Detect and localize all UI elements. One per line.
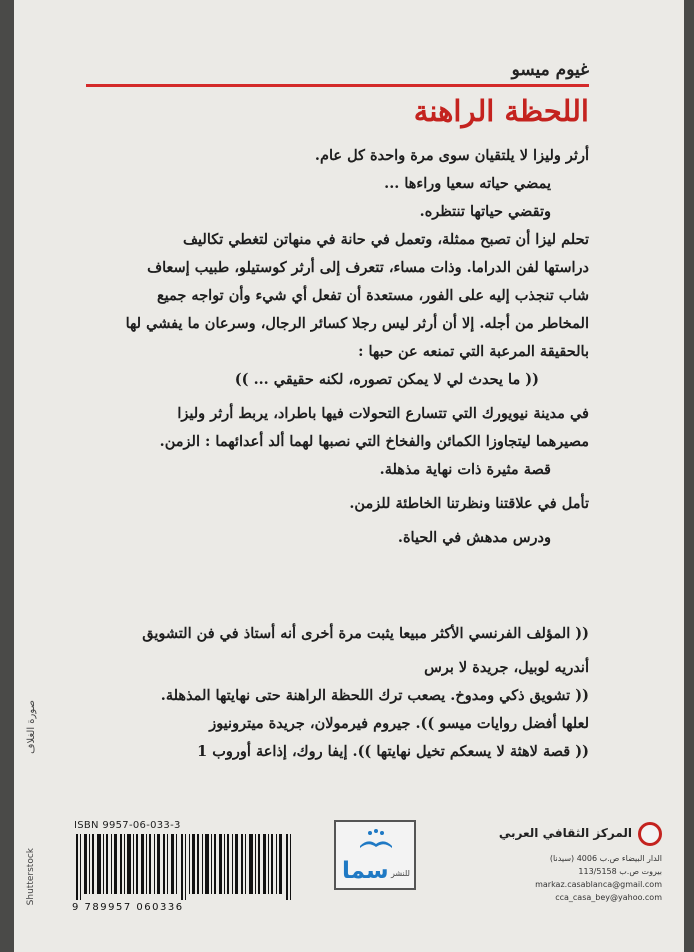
blurb-line: بالحقيقة المرعبة التي تمنعه عن حبها :	[358, 343, 589, 360]
cover-credit: صورة الغلاف	[26, 700, 37, 754]
blurb-line: مصيرهما ليتجاوزا الكمائن والفخاخ التي نصبها لهما ألد أعدائهما : الزمن.	[159, 433, 589, 450]
publisher-name: المركز الثقافي العربي	[498, 826, 632, 840]
blurb-line: دراستها لفن الدراما. وذات مساء، تتعرف إلى أرثر كوستيلو، طبيب إسعاف	[147, 259, 589, 276]
publisher-email: cca_casa_bey@yahoo.com	[555, 893, 662, 902]
blurb-line: المخاطر من أجله. إلا أن أرثر ليس رجلا كسائر الرجال، وسرعان ما يفشي لها	[125, 315, 589, 332]
blurb-line: وتقضي حياتها تنتظره.	[419, 203, 551, 220]
publisher-address-line: الدار البيضاء ص.ب 4006 (سيدنا)	[549, 854, 662, 863]
book-title: اللحظة الراهنة	[413, 94, 589, 128]
publisher-address-line: بيروت ص.ب 113/5158	[578, 867, 662, 876]
review-quote: لعلها أفضل روايات ميسو )). جيروم فيرمولان، جريدة ميترونيوز	[209, 715, 589, 732]
title-divider	[86, 84, 589, 87]
publisher-email: markaz.casablanca@gmail.com	[535, 880, 662, 889]
review-quote: (( المؤلف الفرنسي الأكثر مبيعا يثبت مرة أخرى أنه أستاذ في فن التشويق	[142, 625, 589, 642]
publisher-logo-icon	[638, 822, 662, 846]
open-book-icon	[358, 828, 394, 850]
reviews	[59, 620, 589, 766]
blurb-line: تحلم ليزا أن تصبح ممثلة، وتعمل في حانة في منهاتن لتغطي تكاليف	[183, 231, 589, 248]
review-source: أندريه لوبيل، جريدة لا برس	[424, 659, 589, 676]
blurb	[59, 142, 589, 552]
blurb-line: يمضي حياته سعيا وراءها ...	[384, 175, 551, 192]
blurb-line: أرثر وليزا لا يلتقيان سوى مرة واحدة كل عام.	[314, 147, 589, 164]
review-quote: (( قصة لاهثة لا يسعكم تخيل نهايتها )). إيفا روك، إذاعة أوروب 1	[197, 743, 589, 760]
imprint-logo	[334, 820, 416, 890]
barcode-icon	[72, 834, 300, 900]
author-name: غيوم ميسو	[511, 60, 589, 80]
cover-credit-source: Shutterstock	[26, 848, 36, 906]
imprint-logo-text: سما	[342, 858, 389, 884]
blurb-line: شاب تنجذب إليه على الفور، مستعدة أن تفعل أي شيء وأن تواجه جميع	[156, 287, 589, 304]
barcode-block	[72, 820, 302, 920]
isbn-digits: 9 789957 060336	[72, 902, 184, 913]
isbn-label: ISBN 9957-06-033-3	[74, 820, 181, 831]
back-cover	[14, 0, 684, 952]
blurb-line: تأمل في علاقتنا ونظرتنا الخاطئة للزمن.	[349, 495, 589, 512]
review-quote: (( تشويق ذكي ومدوخ. يصعب ترك اللحظة الراهنة حتى نهايتها المذهلة.	[160, 687, 589, 704]
blurb-quote: (( ما يحدث لي لا يمكن تصوره، لكنه حقيقي ... ))	[234, 371, 539, 388]
blurb-line: قصة مثيرة ذات نهاية مذهلة.	[379, 461, 551, 478]
blurb-line: في مدينة نيويورك التي تتسارع التحولات فيها باطراد، يربط أرثر وليزا	[177, 405, 589, 422]
blurb-line: ودرس مدهش في الحياة.	[397, 529, 551, 546]
publisher-address	[512, 852, 662, 904]
imprint-logo-subtext: للنشر	[390, 869, 410, 878]
